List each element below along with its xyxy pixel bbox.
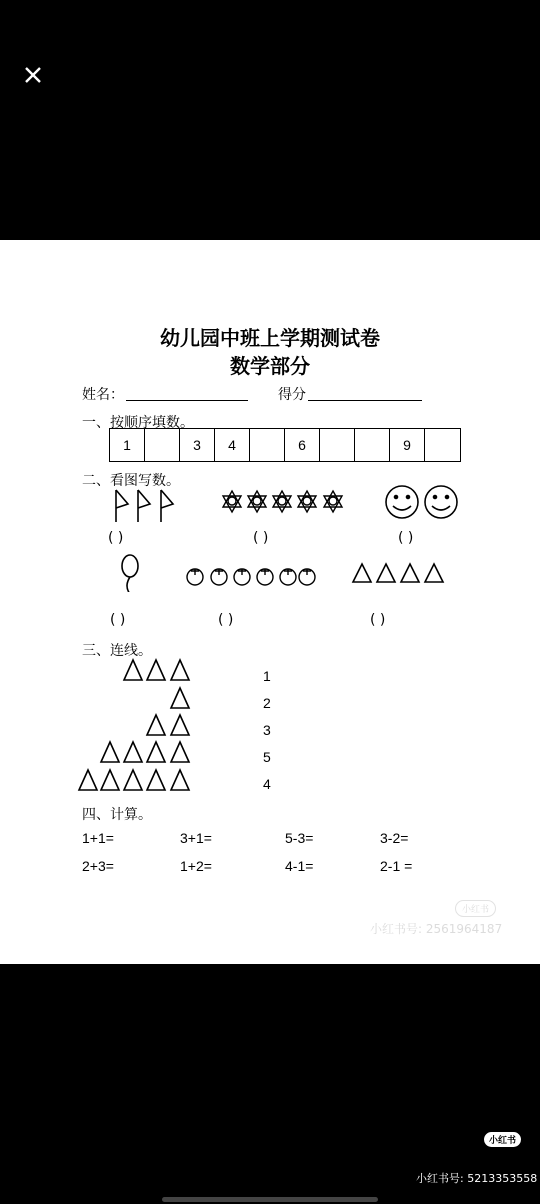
equation: 3-2= xyxy=(380,830,409,846)
worksheet-title: 幼儿园中班上学期测试卷 xyxy=(160,326,380,350)
equation: 2+3= xyxy=(82,858,114,874)
triangle-icon xyxy=(79,660,189,790)
matching-number: 5 xyxy=(263,749,271,765)
matching-number: 2 xyxy=(263,695,271,711)
watermark-text: 小红书号: 2561964187 xyxy=(370,922,503,936)
balloon-icon xyxy=(122,555,138,592)
sequence-cell: 3 xyxy=(180,429,215,461)
answer-blank: ( ) xyxy=(110,612,126,628)
close-icon xyxy=(20,62,46,88)
score-underline xyxy=(308,400,422,401)
sequence-cell: 6 xyxy=(285,429,320,461)
close-button[interactable] xyxy=(20,62,46,88)
sequence-cell: 4 xyxy=(215,429,250,461)
matching-number: 3 xyxy=(263,722,271,738)
sequence-cell xyxy=(250,429,285,461)
answer-blank: ( ) xyxy=(108,530,124,546)
flag-icon xyxy=(116,490,173,522)
equation: 1+2= xyxy=(180,858,212,874)
app-logo: 小红书 xyxy=(484,1132,521,1147)
answer-blank: ( ) xyxy=(253,530,269,546)
sequence-cell xyxy=(145,429,180,461)
sequence-row xyxy=(109,428,461,462)
name-label: 姓名： xyxy=(82,387,124,403)
sequence-cell: 1 xyxy=(110,429,145,461)
star-icon xyxy=(223,491,342,512)
equation: 5-3= xyxy=(285,830,314,846)
matching-triangles xyxy=(70,658,210,798)
matching-number: 4 xyxy=(263,776,271,792)
name-underline xyxy=(126,400,248,401)
picture-count-illustrations xyxy=(0,476,540,592)
triangle-icon xyxy=(353,564,443,582)
matching-number: 1 xyxy=(263,668,271,684)
section-4-heading: 四、计算。 xyxy=(82,807,152,823)
sequence-cell xyxy=(425,429,460,461)
answer-blank: ( ) xyxy=(370,612,386,628)
watermark-badge: 小红书 xyxy=(455,900,496,917)
worksheet-subtitle: 数学部分 xyxy=(230,354,310,378)
answer-blank: ( ) xyxy=(398,530,414,546)
equation: 1+1= xyxy=(82,830,114,846)
section-1-heading: 一、按顺序填数。 xyxy=(82,415,194,431)
score-label: 得分 xyxy=(278,387,306,403)
section-2-heading: 二、看图写数。 xyxy=(82,473,180,489)
home-indicator[interactable] xyxy=(162,1197,378,1202)
equation: 4-1= xyxy=(285,858,314,874)
equation: 2-1 = xyxy=(380,858,413,874)
author-id: 小红书号: 5213353558 xyxy=(416,1172,538,1185)
answer-blank: ( ) xyxy=(218,612,234,628)
section-3-heading: 三、连线。 xyxy=(82,643,152,659)
sequence-cell xyxy=(320,429,355,461)
equation: 3+1= xyxy=(180,830,212,846)
worksheet-image xyxy=(0,240,540,964)
sequence-cell: 9 xyxy=(390,429,425,461)
sequence-cell xyxy=(355,429,390,461)
tomato-icon xyxy=(187,569,315,585)
smiley-icon xyxy=(386,486,457,518)
